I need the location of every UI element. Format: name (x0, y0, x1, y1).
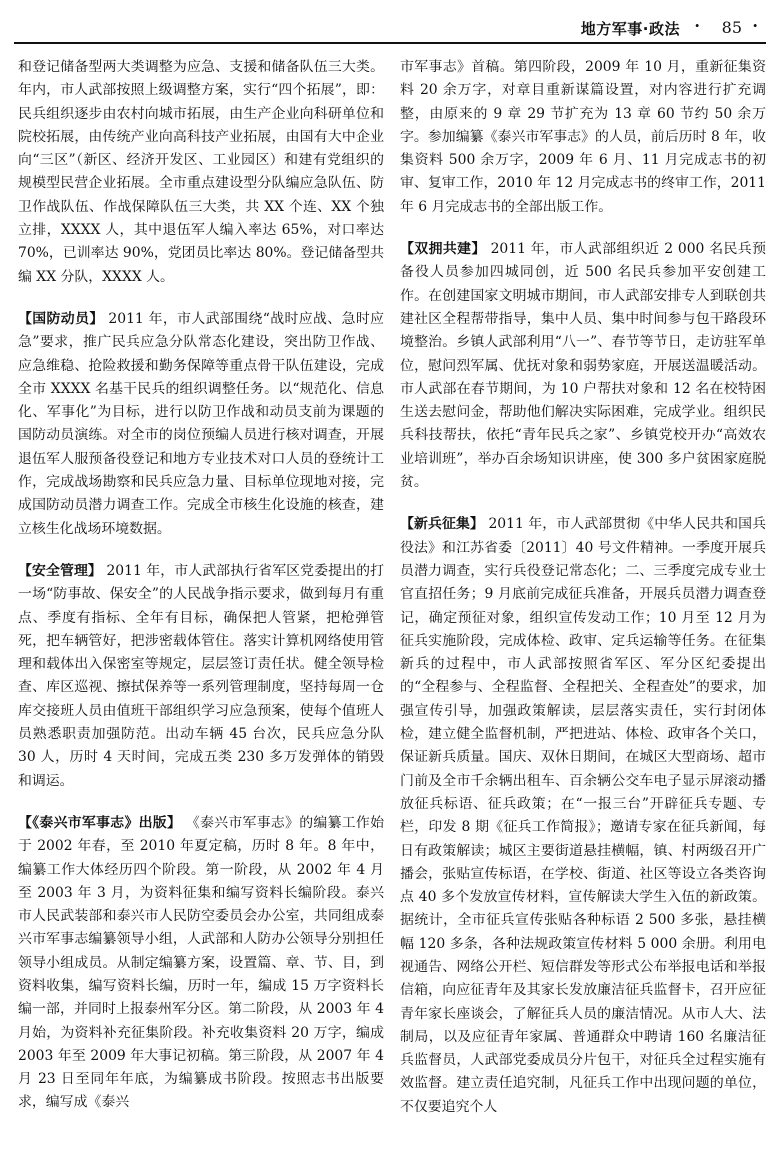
right-column (400, 56, 766, 1138)
paragraph (18, 56, 384, 289)
header-separator-dot: · (752, 16, 758, 35)
paragraph-text: 2011 年，市人武部围绕“战时应战、急时应急”要求，推广民兵应急分队常态化建设，突出防卫作战、应急维稳、抢险救援和勤务保障等重点骨干队伍建设，完成全市 XXXX 名基干民兵的组织调整任务。以“规范化、信息化、军事化”为目标，进行以防卫作战和动员支前为课题的国防动员演练。对全市的岗位预编人员进行核对调查，开展退伍军人服预备役登记和地方专业技术对口人员的登统计工作，完成战场勘察和民兵应急力量、目标单位现地对接，完成国防动员潜力调查工作。完成全市核生化设施的核查，建立核生化战场环境数据。 (18, 310, 384, 537)
running-header (14, 10, 766, 44)
paragraph-heading: 【国防动员】 (18, 310, 104, 327)
paragraph-heading: 【安全管理】 (18, 562, 102, 579)
paragraph-text: 《泰兴市军事志》的编纂工作始于 2002 年春，至 2010 年夏定稿，历时 8 年。8 年中，编纂工作大体经历四个阶段。第一阶段，从 2002 年 4 月至 2003 年 3 月，为资料征集和编写资料长编阶段。泰兴市人民武装部和泰兴市人民防空委员会办公室，共同组成泰兴市军事志编纂领导小组，人武部和人防办公领导分别担任领导小组成员。从制定编纂方案，设置篇、章、节、目，到资料收集，编写资料长编，历时一年，编成 15 万字资料长编一部，并同时上报泰州军分区。第二阶段，从 2003 年 4 月始，为资料补充征集阶段。补充收集资料 20 万字，编成 2003 年至 2009 年大事记初稿。第三阶段，从 2007 年 4 月 23 日至同年年底，为编纂成书阶段。按照志书出版要求，编写成《泰兴 (18, 814, 384, 1111)
paragraph-heading: 【《泰兴市军事志》出版】 (18, 814, 182, 831)
paragraph-heading: 【新兵征集】 (400, 516, 484, 533)
header-rule (14, 42, 766, 44)
paragraph-text: 2011 年，市人武部执行省军区党委提出的打一场“防事故、保安全”的人民战争指示要求，做到每月有重点、季度有指标、全年有目标，确保把人管紧，把枪弹管死，把车辆管好，把涉密载体管住。落实计算机网络使用管理和载体出入保密室等规定，层层签订责任状。健全领导检查、库区巡视、擦拭保养等一系列管理制度，坚持每周一仓库交接班人员由值班干部组织学习应急预案，使每个值班人员熟悉职责加强防范。出动车辆 45 台次，民兵应急分队 30 人，历时 4 天时间，完成五类 230 多万发弹体的销毁和调运。 (18, 562, 384, 789)
paragraph-text: 市军事志》首稿。第四阶段，2009 年 10 月，重新征集资料 20 余万字，对章目重新谋篇设置，对内容进行扩充调整，由原来的 9 章 29 节扩充为 13 章 60 节约 50 余万字。参加编纂《泰兴市军事志》的人员，前后历时 8 年，收集资料 500 余万字，2009 年 6 月、11 月完成志书的初审、复审工作，2010 年 12 月完成志书的终审工作，2011 年 6 月完成志书的全部出版工作。 (400, 59, 766, 215)
paragraph (18, 560, 384, 793)
left-column (18, 56, 384, 1134)
section-title: 地方军事·政法 (580, 20, 680, 38)
paragraph-text: 和登记储备型两大类调整为应急、支援和储备队伍三大类。年内，市人武部按照上级调整方案，实行“四个拓展”，即：民兵组织逐步由农村向城市拓展，由生产企业向科研单位和院校拓展，由传统产业向高科技产业拓展，由国有大中企业向“三区”（新区、经济开发区、工业园区）和建有党组织的规模型民营企业拓展。全市重点建设型分队编应急队伍、防卫作战队伍、作战保障队伍三大类，共 XX 个连、XX 个独立排，XXXX 人，其中退伍军人编入率达 65%，对口率达 70%，已训率达 90%，党团员比率达 80%。登记储备型共编 XX 分队，XXXX 人。 (18, 59, 384, 285)
paragraph-text: 2011 年，市人武部贯彻《中华人民共和国兵役法》和江苏省委〔2011〕40 号文件精神。一季度开展兵员潜力调查，实行兵役登记常态化；二、三季度完成专业士官直招任务；9 月底前完成征兵准备，开展兵员潜力调查登记，确定预征对象，组织宣传发动工作；10 月至 12 月为征兵实施阶段，完成体检、政审、定兵运输等任务。在征集新兵的过程中，市人武部按照省军区、军分区纪委提出的“全程参与、全程监督、全程把关、全程查处”的要求，加强宣传引导，加强政策解读，层层落实责任，实行封闭体检，建立健全监督机制，严把进站、体检、政审各个关口，保证新兵质量。国庆、双休日期间，在城区大型商场、超市门前及全市千余辆出租车、百余辆公交车电子显示屏滚动播放征兵标语、征兵政策；在“一报三台”开辟征兵专题、专栏，印发 8 期《征兵工作简报》；邀请专家在征兵新闻，每日有政策解读；城区主要街道悬挂横幅，镇、村两级召开广播会，张贴宣传标语，在学校、街道、社区等设立各类咨询点 40 多个发放宣传材料，宣传解读大学生入伍的新政策。据统计，全市征兵宣传张贴各种标语 2 500 多张，悬挂横幅 120 多条，各种法规政策宣传材料 5 000 余册。利用电视通告、网络公开栏、短信群发等形式公布举报电话和举报信箱，向应征青年及其家长发放廉洁征兵监督卡，召开应征青年家长座谈会，了解征兵人员的廉洁情况。从市人大、法制局，以及应征青年家属、普通群众中聘请 160 名廉洁征兵监督员，人武部党委成员分片包干，对征兵全过程实施有效监督。建立责任追究制，凡征兵工作中出现问题的单位，不仅要追究个人 (400, 516, 766, 1115)
page-number: 85 (721, 18, 742, 37)
paragraph-heading: 【双拥共建】 (400, 241, 486, 258)
paragraph-text: 2011 年，市人武部组织近 2 000 名民兵预备役人员参加四城同创，近 500 名民兵参加平安创建工作。在创建国家文明城市期间，市人武部安排专人到联创共建社区全程帮带指导，集中人员、集中时间参与包干路段环境整治。乡镇人武部利用“八一”、春节等节日，走访驻军单位，慰问烈军属、优抚对象和弱势家庭，开展送温暖活动。市人武部在春节期间，为 10 户帮扶对象和 12 名在校特困生送去慰问金，帮助他们解决实际困难，完成学业。组织民兵科技帮扶，依托“青年民兵之家”、乡镇党校开办“高效农业培训班”，举办百余场知识讲座，使 300 多户贫困家庭脱贫。 (400, 241, 766, 491)
header-separator-dot: · (694, 16, 700, 35)
paragraph (400, 56, 766, 219)
paragraph (18, 308, 384, 541)
paragraph (400, 513, 766, 1119)
paragraph (400, 238, 766, 494)
paragraph (18, 812, 384, 1115)
